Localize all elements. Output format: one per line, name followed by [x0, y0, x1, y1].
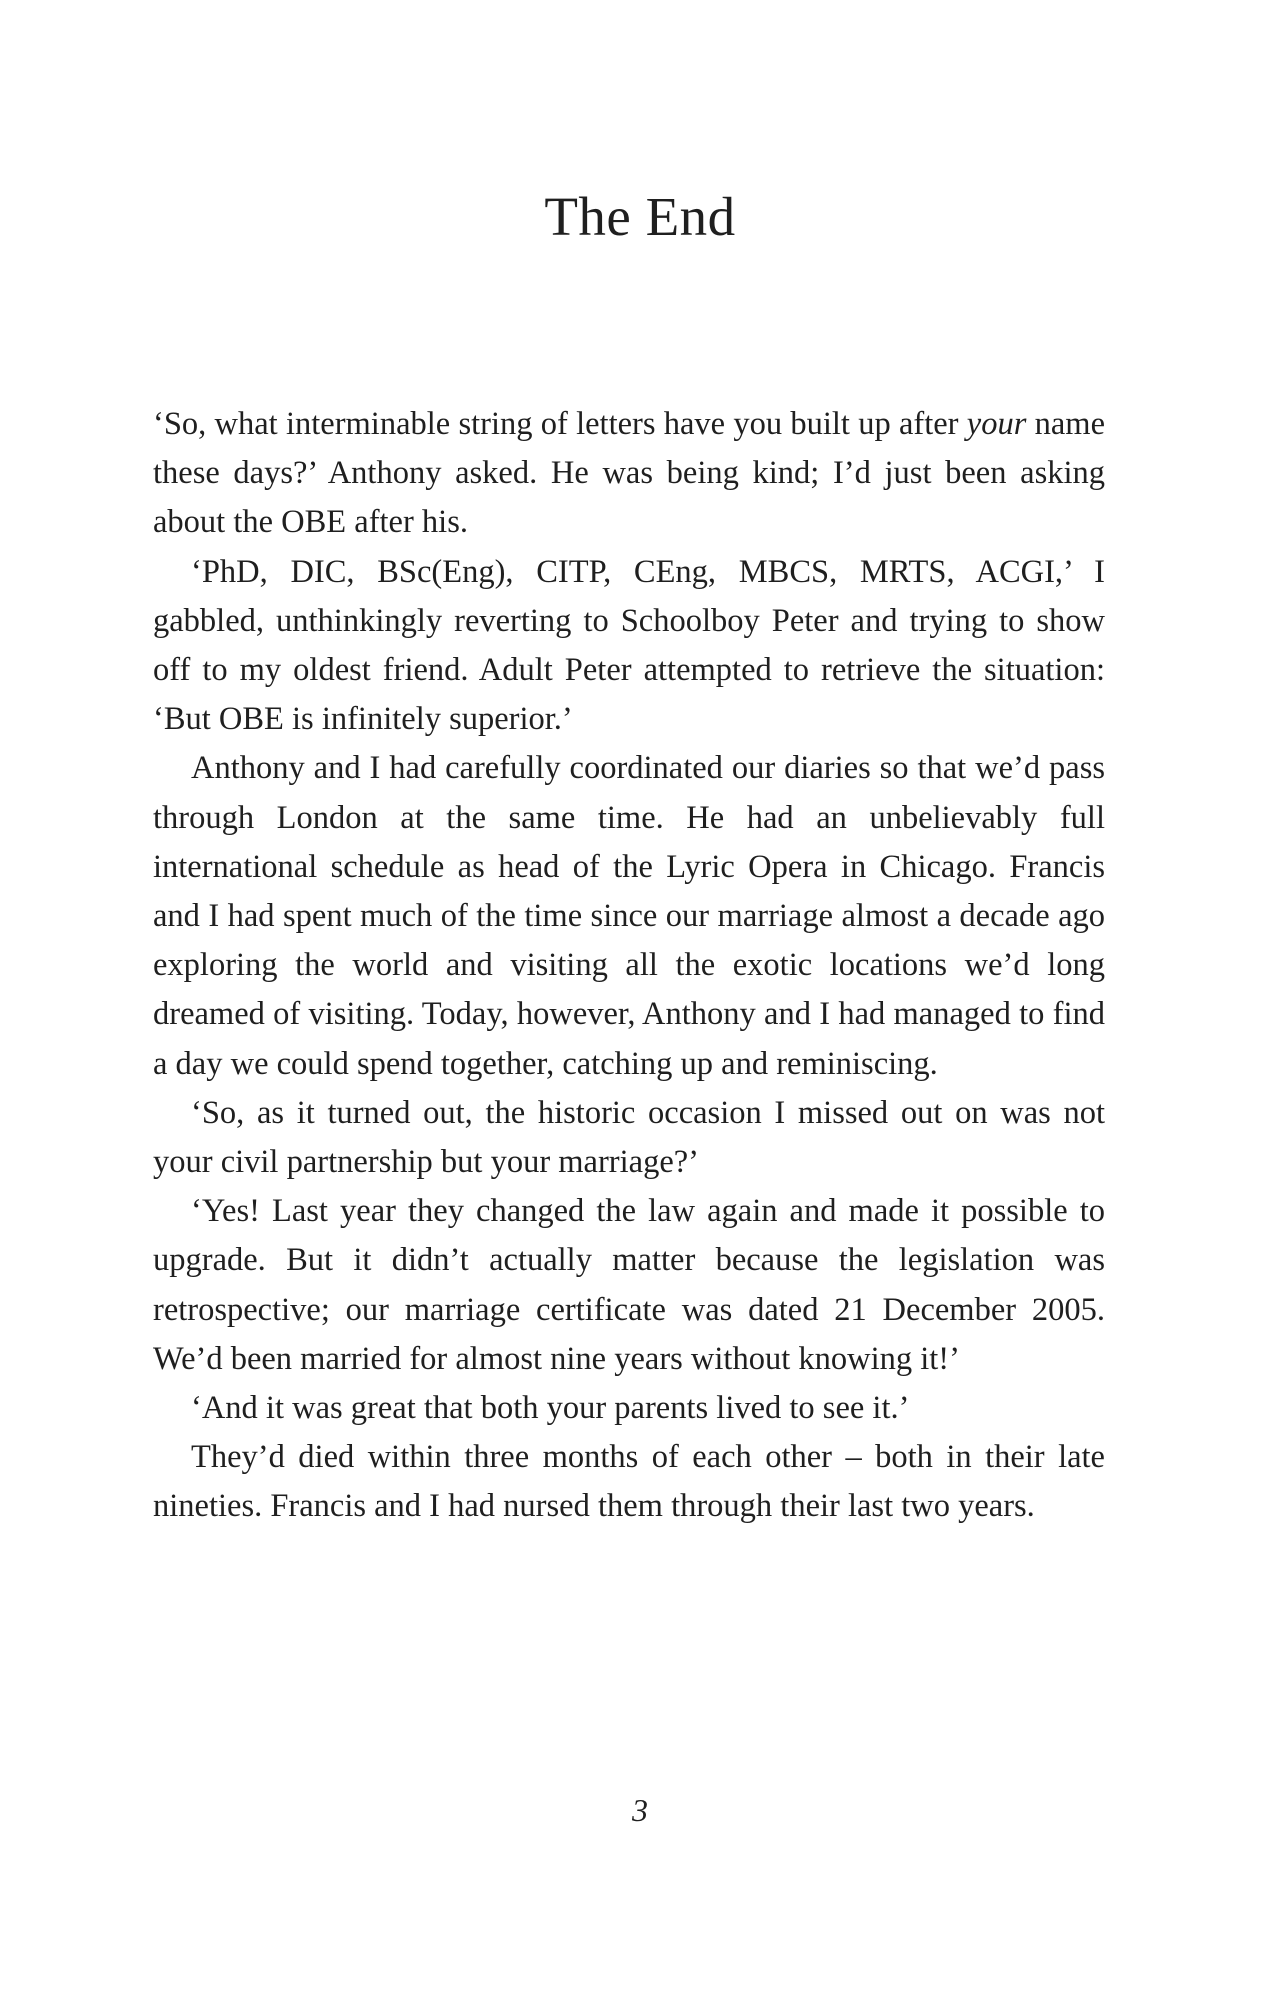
- paragraph-1-emphasis: your: [966, 406, 1027, 442]
- paragraph-1: [153, 400, 1105, 548]
- paragraph-6: ‘And it was great that both your parents lived to see it.’: [191, 1390, 910, 1427]
- page-number: 3: [632, 1792, 648, 1828]
- paragraph-7: They’d died within three months of each other – both in their late nineties. Francis and I had nursed them through their last two years.: [153, 1439, 1105, 1525]
- paragraph-5: ‘Yes! Last year they changed the law again and made it possible to upgrade. But it didn’t actually matter because the legislation was retrospective; our marriage certificate was dated 21 December 2005. We’d been married for almost nine years without knowing it!’: [153, 1193, 1105, 1377]
- paragraph-4: ‘So, as it turned out, the historic occasion I missed out on was not your civil partnership but your marriage?’: [153, 1094, 1105, 1181]
- paragraph-3: Anthony and I had carefully coordinated our diaries so that we’d pass through London at the same time. He had an unbelievably full international schedule as head of the Lyric Opera in Chicago. Francis and I had spent much of the time since our marriage almost a decade ago exploring the world and visiting all the exotic locations we’d long dreamed of visiting. Today, however, Anthony and I had managed to find a day we could spend together, catching up and reminiscing.: [153, 750, 1105, 1082]
- paragraph-1-text-end: name these days?’ Anthony asked. He was being kind; I’d just been asking about the OBE after his.: [153, 406, 1105, 541]
- chapter-title: The End: [544, 186, 736, 247]
- chapter-body: [153, 400, 1105, 1532]
- paragraph-1-text-start: ‘So, what interminable string of letters have you built up after: [153, 406, 967, 442]
- paragraph-2: ‘PhD, DIC, BSc(Eng), CITP, CEng, MBCS, MRTS, ACGI,’ I gabbled, unthinkingly reverting to Schoolboy Peter and trying to show off to my oldest friend. Adult Peter attempted to retrieve the situation: ‘But OBE is infinitely superior.’: [153, 553, 1105, 738]
